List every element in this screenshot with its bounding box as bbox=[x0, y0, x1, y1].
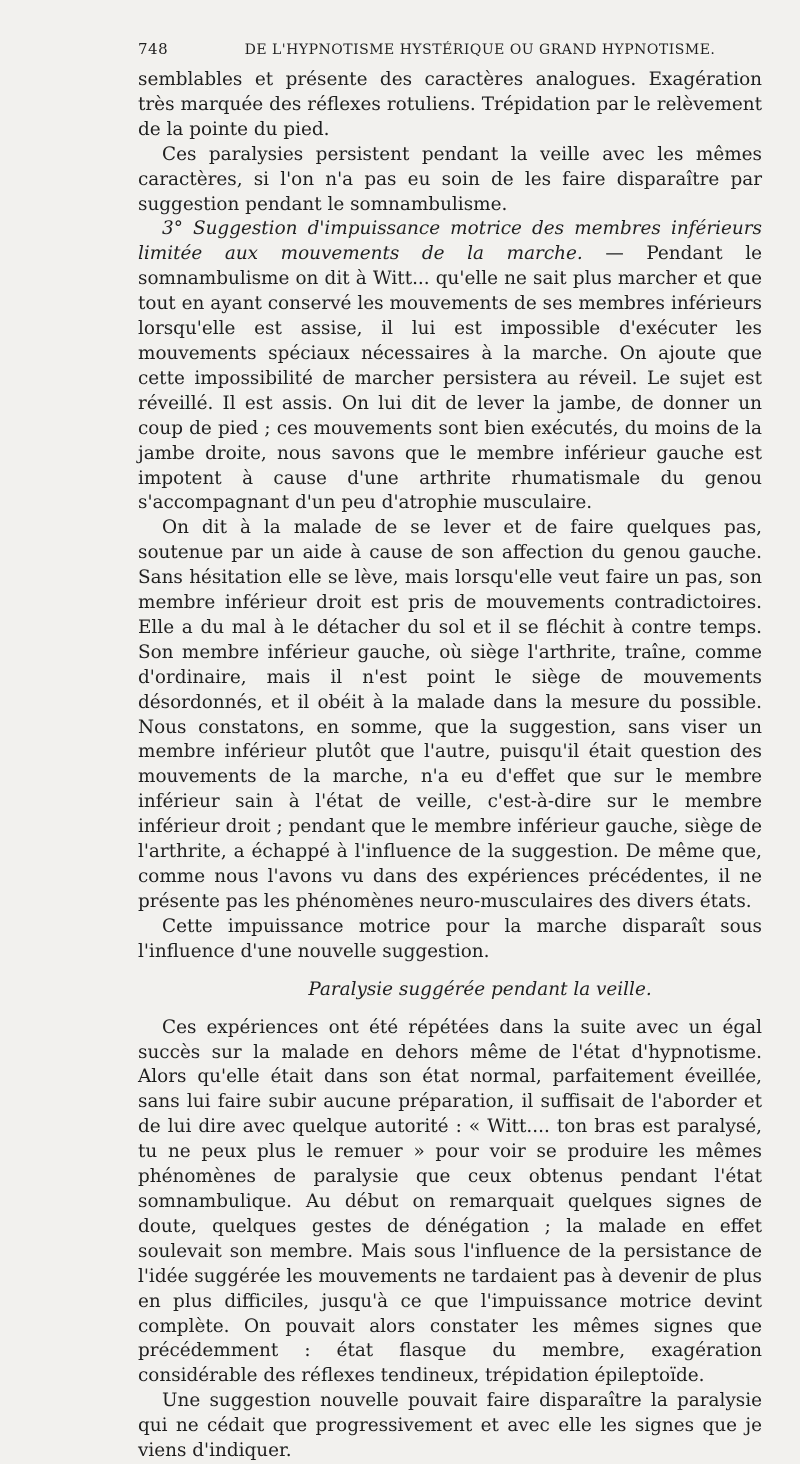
paragraph-waking-experiments: Ces expériences ont été répétées dans la suite avec un égal succès sur la malade en dehors même de l'état d'hypnotisme. Alors qu'elle était dans son état normal, parfaitement éveillée, sans lui faire subir aucune préparation, il suffisait de l'aborder et de lui dire avec quelque autorité : « Witt.... ton bras est paralysé, tu ne peux plus le remuer » pour voir se produire les mêmes phénomènes de paralysie que ceux obtenus pendant l'état somnambulique. Au début on remarquait quelques signes de doute, quelques gestes de dénégation ; la malade en effet soulevait son membre. Mais sous l'influence de la persistance de l'idée suggérée les mouvements ne tardaient pas à devenir de plus en plus difficiles, jusqu'à ce que l'impuissance motrice devint complète. On pouvait alors constater les mêmes signes que précédemment : état flasque du membre, exagération considérable des réflexes tendineux, trépidation épileptoïde. bbox=[138, 1016, 762, 1387]
running-title: DE L'HYPNOTISME HYSTÉRIQUE OU GRAND HYPNOTISME. bbox=[244, 42, 716, 58]
paragraph-new-suggestion: Une suggestion nouvelle pouvait faire disparaître la paralysie qui ne cédait que progressivement et avec elle les signes que je viens d'indiquer. bbox=[138, 1390, 762, 1462]
paragraph-lead-heading: 3° Suggestion d'impuissance motrice des membres inférieurs limitée aux mouvements de la marche. bbox=[138, 218, 762, 265]
paragraph-persistence: Ces paralysies persistent pendant la veille avec les mêmes caractères, si l'on n'a pas eu soin de les faire disparaître par suggestion pendant le somnambulisme. bbox=[138, 143, 762, 215]
paragraph-suggestion-3 bbox=[138, 217, 762, 516]
paragraph-body: — Pendant le somnambulisme on dit à Witt... qu'elle ne sait plus marcher et que tout en ayant conservé les mouvements de ses membres inférieurs lorsqu'elle est assise, il lui est impossible d'exécuter les mouvements spéciaux nécessaires à la marche. On ajoute que cette impossibilité de marcher persistera au réveil. Le sujet est réveillé. Il est assis. On lui dit de lever la jambe, de donner un coup de pied ; ces mouvements sont bien exécutés, du moins de la jambe droite, nous savons que le membre inférieur gauche est impotent à cause d'une arthrite rhumatismale du genou s'accompagnant d'un peu d'atrophie musculaire. bbox=[138, 243, 762, 514]
paragraph-walking: On dit à la malade de se lever et de faire quelques pas, soutenue par un aide à cause de son affection du genou gauche. Sans hésitation elle se lève, mais lorsqu'elle veut faire un pas, son membre inférieur droit est pris de mouvements contradictoires. Elle a du mal à le détacher du sol et il se fléchit à contre temps. Son membre inférieur gauche, où siège l'arthrite, traîne, comme d'ordinaire, mais il n'est point le siège de mouvements désordonnés, et il obéit à la malade dans la mesure du possible. Nous constatons, en somme, que la suggestion, sans viser un membre inférieur plutôt que l'autre, puisqu'il était question des mouvements de la marche, n'a eu d'effet que sur le membre inférieur sain à l'état de veille, c'est-à-dire sur le membre inférieur droit ; pendant que le membre inférieur gauche, siège de l'arthrite, a échappé à l'influence de la suggestion. De même que, comme nous l'avons vu dans des expériences précédentes, il ne présente pas les phénomènes neuro-musculaires des divers états. bbox=[138, 517, 762, 912]
page-header bbox=[138, 40, 762, 58]
section-title: Paralysie suggérée pendant la veille. bbox=[308, 978, 652, 1000]
paragraph-disappears: Cette impuissance motrice pour la marche disparaît sous l'influence d'une nouvelle suggestion. bbox=[138, 915, 762, 962]
paragraph-continuation: semblables et présente des caractères analogues. Exagération très marquée des réflexes rotuliens. Trépidation par le relèvement de la pointe du pied. bbox=[138, 69, 762, 140]
page-number: 748 bbox=[138, 40, 169, 58]
